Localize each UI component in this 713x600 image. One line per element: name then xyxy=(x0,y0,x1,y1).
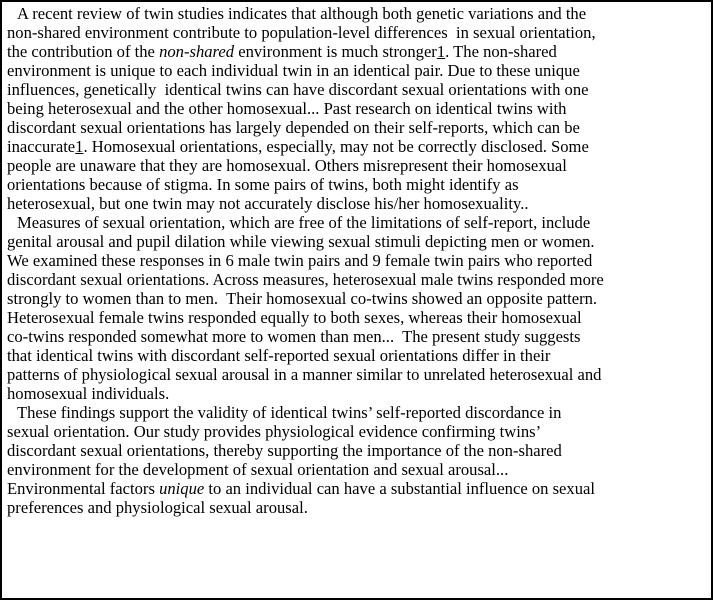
text-line xyxy=(7,175,708,194)
text-line xyxy=(7,137,708,156)
text-segment: environment for the development of sexual orientation and sexual arousal... xyxy=(7,460,509,479)
text-line xyxy=(7,213,708,232)
text-segment: environment is unique to each individual twin in an identical pair. Due to these unique xyxy=(7,61,580,80)
text-segment: being heterosexual and the other homosexual... Past research on identical twins with xyxy=(7,99,567,118)
text-line xyxy=(7,99,708,118)
text-line xyxy=(7,23,708,42)
text-segment: the contribution of the xyxy=(7,42,160,61)
text-line xyxy=(7,61,708,80)
text-segment: to an individual can have a substantial influence on sexual xyxy=(204,479,595,498)
text-line xyxy=(7,118,708,137)
text-line xyxy=(7,194,708,213)
italic-text: unique xyxy=(159,479,205,498)
text-line xyxy=(7,403,708,422)
text-segment: patterns of physiological sexual arousal in a manner similar to unrelated heterosexual and xyxy=(7,365,602,384)
text-segment: These findings support the validity of identical twins’ self-reported discordance in xyxy=(17,403,562,422)
text-line xyxy=(7,460,708,479)
text-segment: . The non-shared xyxy=(445,42,557,61)
abstract-text xyxy=(7,4,708,517)
text-segment: genital arousal and pupil dilation while viewing sexual stimuli depicting men or women. xyxy=(7,232,595,251)
text-segment: We examined these responses in 6 male twin pairs and 9 female twin pairs who reported xyxy=(7,251,593,270)
text-segment: Heterosexual female twins responded equally to both sexes, whereas their homosexual xyxy=(7,308,582,327)
text-line xyxy=(7,422,708,441)
text-line xyxy=(7,346,708,365)
paragraph-3 xyxy=(7,403,708,517)
text-segment: environment is much stronger xyxy=(234,42,437,61)
reference-link[interactable]: 1 xyxy=(75,137,84,156)
text-line xyxy=(7,327,708,346)
text-segment: non-shared environment contribute to population-level differences in sexual orientation, xyxy=(7,23,596,42)
text-segment: discordant sexual orientations, thereby supporting the importance of the non-shared xyxy=(7,441,562,460)
text-segment: orientations because of stigma. In some pairs of twins, both might identify as xyxy=(7,175,519,194)
text-line xyxy=(7,251,708,270)
text-line xyxy=(7,479,708,498)
text-line xyxy=(7,308,708,327)
text-line xyxy=(7,498,708,517)
text-segment: sexual orientation. Our study provides physiological evidence confirming twins’ xyxy=(7,422,542,441)
text-segment: people are unaware that they are homosexual. Others misrepresent their homosexual xyxy=(7,156,567,175)
text-line xyxy=(7,270,708,289)
text-segment: discordant sexual orientations has largely depended on their self-reports, which can be xyxy=(7,118,580,137)
italic-text: non-shared xyxy=(159,42,235,61)
text-segment: A recent review of twin studies indicates that although both genetic variations and the xyxy=(17,4,587,23)
text-line xyxy=(7,441,708,460)
text-segment: that identical twins with discordant self-reported sexual orientations differ in their xyxy=(7,346,551,365)
text-segment: Environmental factors xyxy=(7,479,160,498)
text-segment: heterosexual, but one twin may not accurately disclose his/her homosexuality.. xyxy=(7,194,529,213)
paragraph-1 xyxy=(7,4,708,213)
text-line xyxy=(7,365,708,384)
text-line xyxy=(7,289,708,308)
text-line xyxy=(7,4,708,23)
text-segment: strongly to women than to men. Their homosexual co-twins showed an opposite pattern. xyxy=(7,289,598,308)
text-segment: discordant sexual orientations. Across measures, heterosexual male twins responded more xyxy=(7,270,604,289)
text-segment: co-twins responded somewhat more to women than men... The present study suggests xyxy=(7,327,581,346)
text-line xyxy=(7,232,708,251)
text-line xyxy=(7,384,708,403)
text-line xyxy=(7,42,708,61)
text-segment: influences, genetically identical twins can have discordant sexual orientations with one xyxy=(7,80,589,99)
text-segment: homosexual individuals. xyxy=(7,384,170,403)
text-segment: preferences and physiological sexual arousal. xyxy=(7,498,308,517)
text-line xyxy=(7,156,708,175)
reference-link[interactable]: 1 xyxy=(436,42,446,61)
paragraph-2 xyxy=(7,213,708,403)
text-segment: inaccurate xyxy=(7,137,76,156)
text-segment: Measures of sexual orientation, which are free of the limitations of self-report, include xyxy=(17,213,591,232)
text-segment: . Homosexual orientations, especially, may not be correctly disclosed. Some xyxy=(83,137,589,156)
text-line xyxy=(7,80,708,99)
